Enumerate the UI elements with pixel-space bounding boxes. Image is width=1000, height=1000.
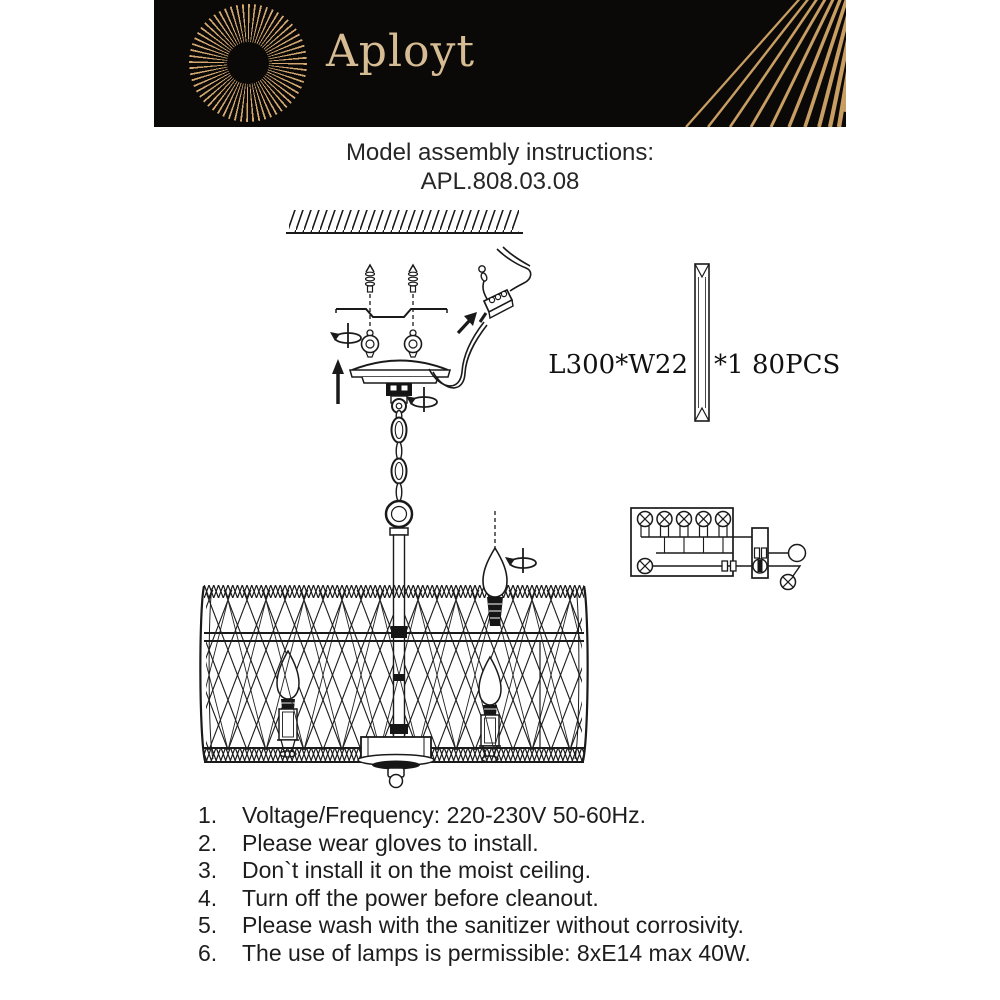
brand-banner xyxy=(154,0,846,127)
crystal-rod-part xyxy=(695,264,709,421)
wiring-lamp-icon xyxy=(716,512,731,527)
instruction-number: 3. xyxy=(198,857,218,884)
model-number: APL.808.03.08 xyxy=(420,168,580,195)
instruction-item xyxy=(198,885,751,913)
wiring-lamp-icon xyxy=(638,559,653,574)
hanging-chain xyxy=(386,411,412,536)
instruction-number: 5. xyxy=(198,912,218,939)
pole-collar xyxy=(391,626,407,638)
wiring-lamp-icon xyxy=(677,512,692,527)
bottom-plate xyxy=(358,737,434,788)
sheet-title: Model assembly instructions: xyxy=(345,139,655,166)
wiring-lamp-icon xyxy=(657,512,672,527)
instruction-number: 6. xyxy=(198,939,218,966)
instruction-number: 4. xyxy=(198,884,218,911)
assembly-diagram xyxy=(0,200,1000,800)
terminal-block xyxy=(479,266,513,322)
direction-arrow-icon xyxy=(458,312,477,333)
instruction-number: 1. xyxy=(198,802,218,828)
instruction-text: Please wear gloves to install. xyxy=(242,829,539,856)
mounting-screw-left xyxy=(362,265,379,357)
drum-shade xyxy=(200,535,587,788)
instruction-item xyxy=(198,940,751,968)
wiring-switch-icon xyxy=(789,545,806,562)
rotate-icon xyxy=(505,548,536,573)
supply-wires xyxy=(497,247,531,291)
instruction-item xyxy=(198,857,751,885)
mounting-screw-right xyxy=(405,265,422,357)
gold-rays-decoration-icon xyxy=(634,0,846,127)
instruction-text: Turn off the power before cleanout. xyxy=(242,884,599,911)
wiring-lamp-icon xyxy=(696,512,711,527)
title-block xyxy=(0,138,1000,196)
instruction-item xyxy=(198,802,751,830)
lift-arrow-icon xyxy=(332,359,344,404)
instruction-text: The use of lamps is permissible: 8xE14 max 40W. xyxy=(242,939,751,966)
mounting-bracket xyxy=(336,309,447,317)
wiring-diagram xyxy=(631,508,806,590)
part-size-label: L300*W22 xyxy=(548,350,688,380)
brand-name: Aployt xyxy=(326,26,476,77)
instruction-text: Please wash with the sanitizer without corrosivity. xyxy=(242,912,744,939)
instruction-text: Don`t install it on the moist ceiling. xyxy=(242,857,591,884)
instruction-list xyxy=(198,802,751,968)
rotate-icon xyxy=(330,323,361,348)
ceiling-hatch-icon xyxy=(286,210,523,233)
instruction-item xyxy=(198,830,751,858)
wiring-lamp-icon xyxy=(781,575,796,590)
sunburst-logo-icon xyxy=(189,4,307,122)
instruction-text: Voltage/Frequency: 220-230V 50-60Hz. xyxy=(242,802,647,828)
part-count-label: 80PCS xyxy=(752,350,841,380)
wiring-lamp-icon xyxy=(638,512,653,527)
part-qty-label: *1 xyxy=(714,350,744,380)
instruction-number: 2. xyxy=(198,829,218,856)
instruction-item xyxy=(198,912,751,940)
